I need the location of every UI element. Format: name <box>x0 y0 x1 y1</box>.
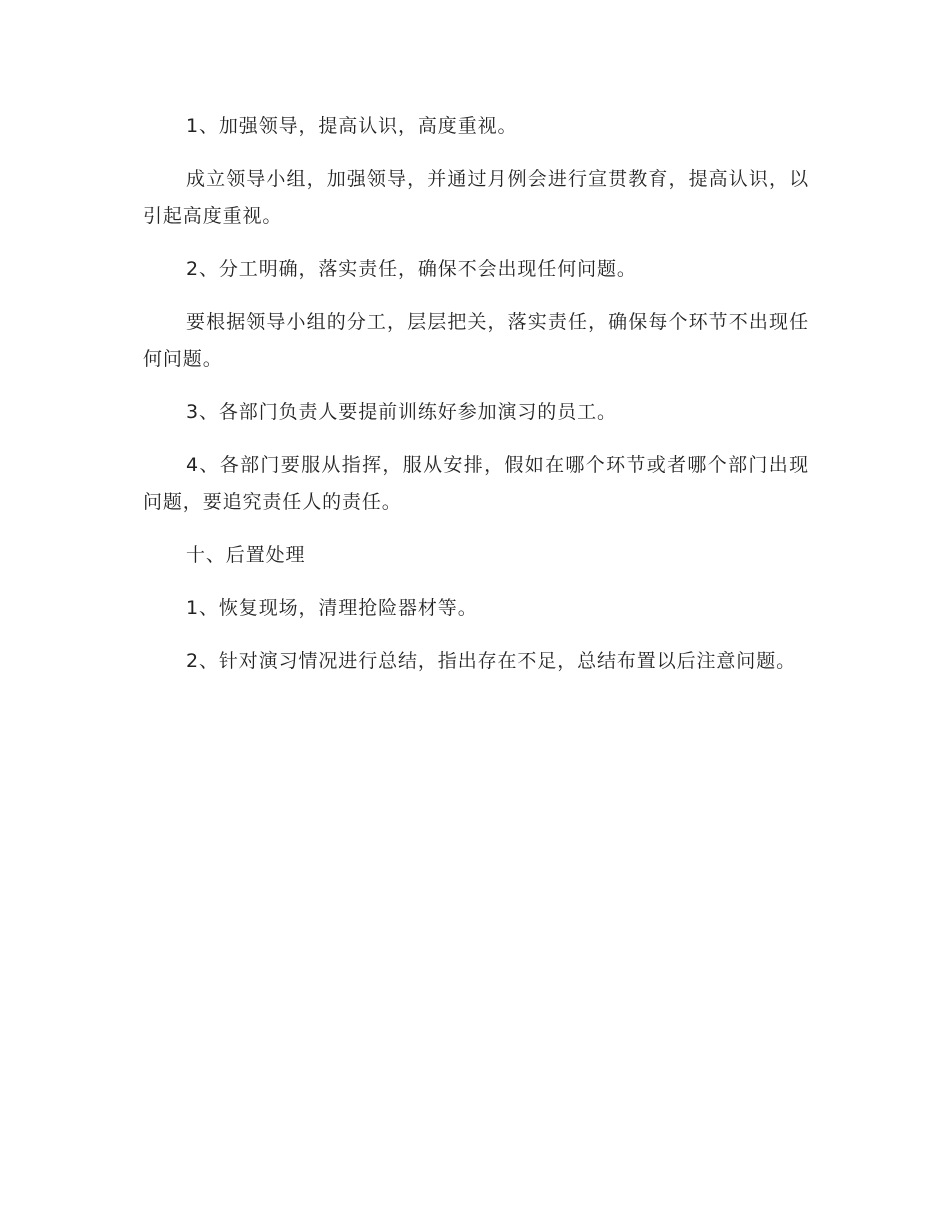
document-body <box>143 108 809 696</box>
paragraph-body-1: 成立领导小组，加强领导，并通过月例会进行宣贯教育，提高认识，以引起高度重视。 <box>143 168 809 227</box>
paragraph-item-4: 4、各部门要服从指挥，服从安排，假如在哪个环节或者哪个部门出现问题，要追究责任人的责任。 <box>143 454 809 513</box>
paragraph-item-2: 2、分工明确，落实责任，确保不会出现任何问题。 <box>186 258 637 280</box>
paragraph-body-2: 要根据领导小组的分工，层层把关，落实责任，确保每个环节不出现任何问题。 <box>143 311 809 370</box>
paragraph-item-3: 3、各部门负责人要提前训练好参加演习的员工。 <box>186 401 617 423</box>
paragraph-item-1: 1、加强领导，提高认识，高度重视。 <box>186 115 518 137</box>
paragraph-post-item-1: 1、恢复现场，清理抢险器材等。 <box>186 597 478 619</box>
paragraph-post-item-2: 2、针对演习情况进行总结，指出存在不足，总结布置以后注意问题。 <box>186 650 796 672</box>
section-heading: 十、后置处理 <box>186 544 306 566</box>
